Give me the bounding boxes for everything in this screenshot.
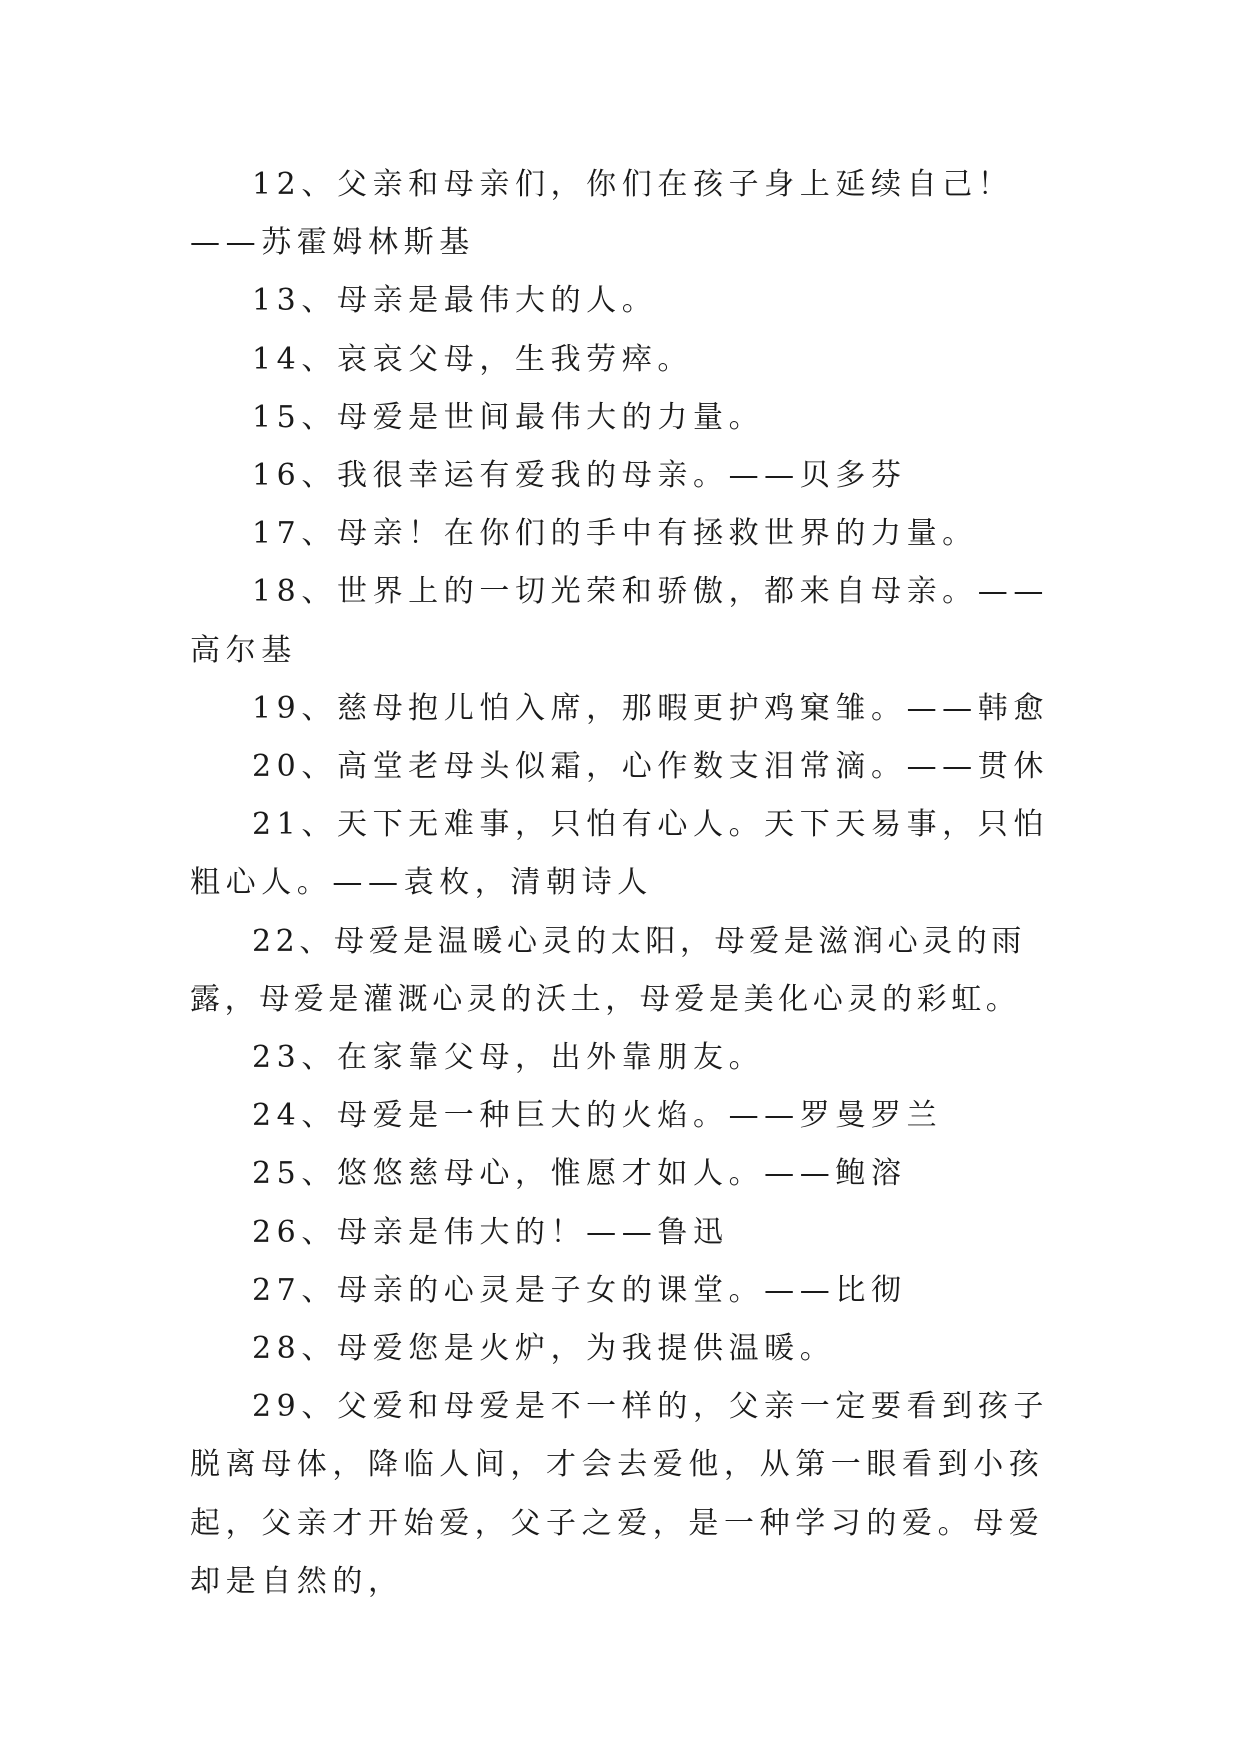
quote-paragraph-17: 17、母亲！在你们的手中有拯救世界的力量。 (252, 516, 978, 552)
quote-paragraph-23: 23、在家靠父母，出外靠朋友。 (252, 1040, 765, 1076)
quote-paragraph-28: 28、母爱您是火炉，为我提供温暖。 (252, 1331, 836, 1367)
quote-paragraph-21: 21、天下无难事，只怕有心人。天下天易事，只怕粗心人。——袁枚，清朝诗人 (190, 807, 1049, 901)
quote-paragraph-26: 26、母亲是伟大的！——鲁迅 (252, 1214, 729, 1250)
quote-paragraph-12: 12、父亲和母亲们，你们在孩子身上延续自己！——苏霍姆林斯基 (190, 167, 1014, 261)
quote-paragraph-15: 15、母爱是世间最伟大的力量。 (252, 399, 765, 435)
quote-paragraph-13: 13、母亲是最伟大的人。 (252, 283, 658, 319)
quote-paragraph-22: 22、母爱是温暖心灵的太阳，母爱是滋润心灵的雨露，母爱是灌溉心灵的沃土，母爱是美化心灵的彩虹。 (190, 923, 1026, 1017)
quote-paragraph-20: 20、高堂老母头似霜，心作数支泪常滴。——贯休 (252, 749, 1049, 785)
quote-paragraph-24: 24、母爱是一种巨大的火焰。——罗曼罗兰 (252, 1098, 943, 1134)
document-body (190, 156, 1052, 1611)
quote-paragraph-16: 16、我很幸运有爱我的母亲。——贝多芬 (252, 458, 907, 494)
quote-paragraph-14: 14、哀哀父母，生我劳瘁。 (252, 341, 693, 377)
quote-paragraph-19: 19、慈母抱儿怕入席，那暇更护鸡窠雏。——韩愈 (252, 690, 1049, 726)
quote-paragraph-27: 27、母亲的心灵是子女的课堂。——比彻 (252, 1272, 907, 1308)
quote-paragraph-25: 25、悠悠慈母心，惟愿才如人。——鲍溶 (252, 1156, 907, 1192)
quote-paragraph-29: 29、父爱和母爱是不一样的，父亲一定要看到孩子脱离母体，降临人间，才会去爱他，从第一眼看到小孩起，父亲才开始爱，父子之爱，是一种学习的爱。母爱却是自然的， (190, 1389, 1049, 1599)
quote-paragraph-18: 18、世界上的一切光荣和骄傲，都来自母亲。——高尔基 (190, 574, 1049, 668)
